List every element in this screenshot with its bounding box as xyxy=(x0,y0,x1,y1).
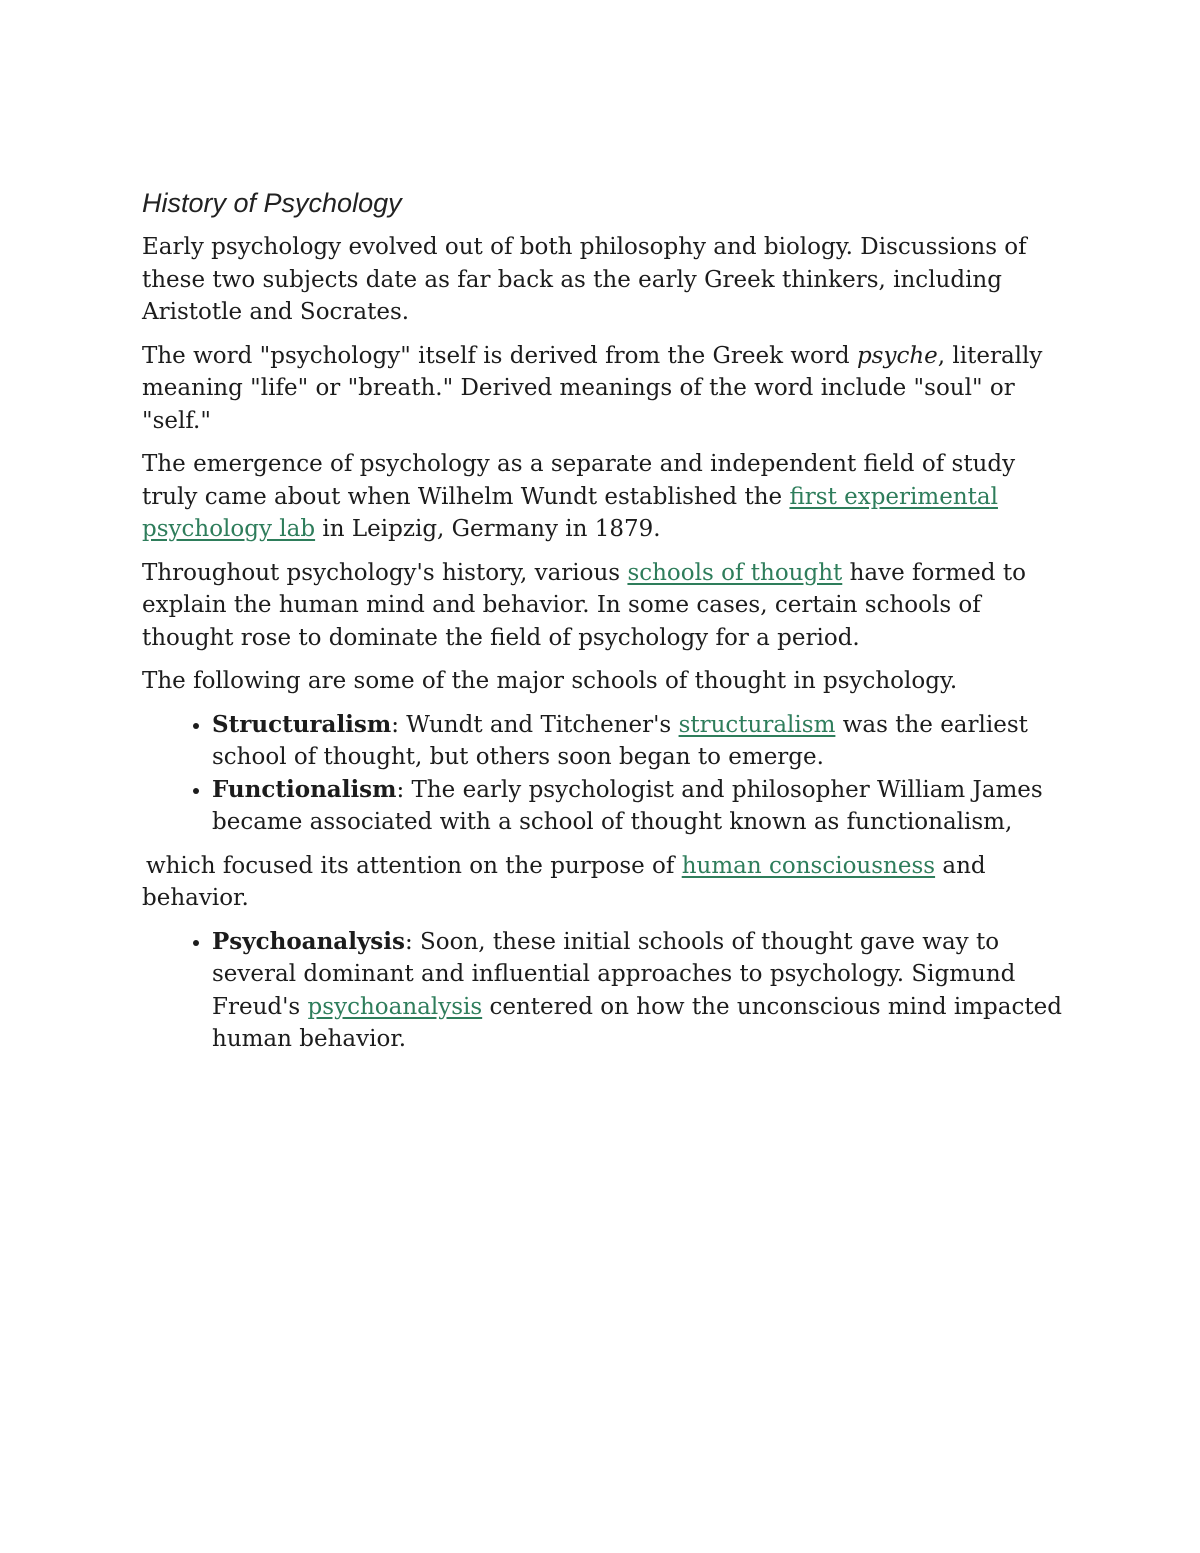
paragraph-intro-list: The following are some of the major schools of thought in psychology. xyxy=(142,668,958,694)
psychoanalysis-link[interactable]: psychoanalysis xyxy=(307,993,483,1020)
functionalism-text: : The early psychologist and philosopher William James became associated with a school of thought known as functionalism, xyxy=(212,776,1043,835)
etymology-text-start: The word "psychology" itself is derived from the Greek word xyxy=(142,342,857,369)
list-item-functionalism xyxy=(212,774,1062,839)
first-lab-link[interactable]: first experimental psychology lab xyxy=(142,483,998,542)
schools-list-continued xyxy=(142,926,1062,1056)
paragraph-functionalism-continued xyxy=(142,850,1062,915)
paragraph-etymology xyxy=(142,340,1062,438)
schools-text-end: have formed to explain the human mind and behavior. In some cases, certain schools of thought rose to dominate the field of psychology for a period. xyxy=(142,559,1026,651)
psychoanalysis-term: Psychoanalysis xyxy=(212,927,405,955)
document-title: History of Psychology xyxy=(142,188,402,218)
structuralism-text-start: : Wundt and Titchener's xyxy=(391,711,679,738)
human-consciousness-link[interactable]: human consciousness xyxy=(681,852,936,879)
paragraph-emergence xyxy=(142,448,1062,546)
schools-list xyxy=(142,709,1062,839)
structuralism-text-end: was the earliest school of thought, but others soon began to emerge. xyxy=(212,711,1028,770)
emergence-text-start: The emergence of psychology as a separate and independent field of study truly came about when Wilhelm Wundt established the xyxy=(142,451,1016,510)
schools-of-thought-link[interactable]: schools of thought xyxy=(627,559,843,586)
document-page xyxy=(142,186,1062,1067)
list-item-structuralism xyxy=(212,709,1062,774)
structuralism-term: Structuralism xyxy=(212,710,392,738)
consciousness-text-start: which focused its attention on the purpose of xyxy=(146,852,682,879)
psychoanalysis-text-end: centered on how the unconscious mind impacted human behavior. xyxy=(212,993,1062,1052)
consciousness-text-end: and behavior. xyxy=(142,852,986,911)
etymology-text-end: , literally meaning "life" or "breath." Derived meanings of the word include "soul" or "self." xyxy=(142,342,1043,434)
psychoanalysis-text-start: : Soon, these initial schools of thought gave way to several dominant and influential approaches to psychology. Sigmund Freud's xyxy=(212,928,1016,1020)
paragraph-schools xyxy=(142,557,1062,655)
functionalism-term: Functionalism xyxy=(212,775,397,803)
schools-text-start: Throughout psychology's history, various xyxy=(142,559,628,586)
emergence-text-end: in Leipzig, Germany in 1879. xyxy=(315,516,661,542)
list-item-psychoanalysis xyxy=(212,926,1062,1056)
paragraph-origins: Early psychology evolved out of both philosophy and biology. Discussions of these two subjects date as far back as the early Greek thinkers, including Aristotle and Socrates. xyxy=(142,234,1027,325)
psyche-term: psyche xyxy=(856,342,938,369)
structuralism-link[interactable]: structuralism xyxy=(678,711,836,738)
